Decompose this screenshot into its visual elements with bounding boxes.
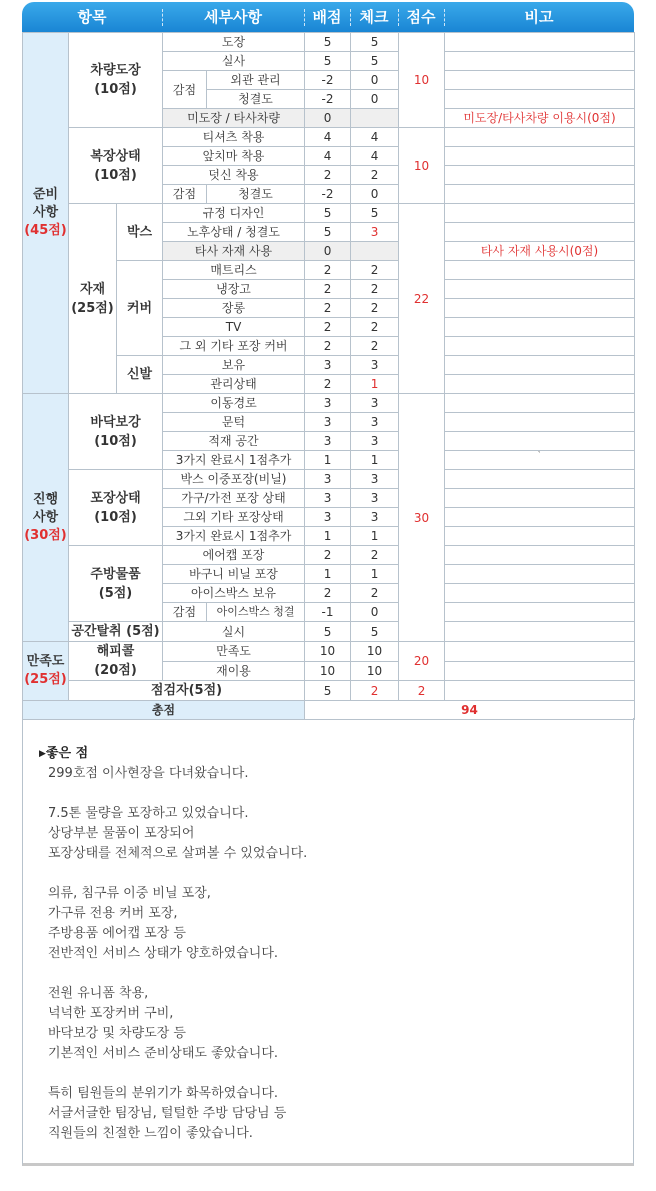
- score-cell: 2: [399, 681, 445, 701]
- table-row: [23, 470, 635, 489]
- group-cover: 커버: [117, 261, 163, 356]
- detail-cell: 타사 자재 사용: [163, 242, 305, 261]
- detail-cell: 관리상태: [163, 375, 305, 394]
- detail-cell: 외관 관리: [207, 71, 305, 90]
- detail-cell: 3가지 완료시 1점추가: [163, 527, 305, 546]
- check-cell: [351, 109, 399, 128]
- subcategory-inspector: 점검자(5점): [69, 681, 305, 701]
- total-value: 94: [305, 701, 635, 720]
- allot-cell: 5: [305, 622, 351, 642]
- review-gap: [48, 784, 307, 804]
- evaluation-table: [22, 32, 635, 720]
- table-row: [23, 394, 635, 413]
- deduct-label: 감점: [163, 603, 207, 622]
- detail-cell: 적재 공간: [163, 432, 305, 451]
- allot-cell: -2: [305, 71, 351, 90]
- note-cell: [445, 280, 635, 299]
- note-cell: 미도장/타사차량 이용시(0점): [445, 109, 635, 128]
- allot-cell: -2: [305, 90, 351, 109]
- detail-cell: 청결도: [207, 185, 305, 204]
- note-cell: [445, 546, 635, 565]
- check-cell: 2: [351, 280, 399, 299]
- detail-cell: 바구니 비닐 포장: [163, 565, 305, 584]
- category-prep: 준비 사항 (45점): [23, 33, 69, 394]
- note-cell: [445, 508, 635, 527]
- check-cell: 3: [351, 489, 399, 508]
- score-cell: 22: [399, 204, 445, 394]
- note-cell: [445, 527, 635, 546]
- score-cell: 20: [399, 642, 445, 681]
- subcategory-kitchen: 주방물품 (5점): [69, 546, 163, 622]
- note-cell: [445, 299, 635, 318]
- detail-cell: 그 외 기타 포장 커버: [163, 337, 305, 356]
- check-cell: 2: [351, 261, 399, 280]
- allot-cell: 3: [305, 432, 351, 451]
- check-cell: 1: [351, 527, 399, 546]
- check-cell: 0: [351, 71, 399, 90]
- score-cell: 10: [399, 33, 445, 128]
- note-cell: [445, 489, 635, 508]
- note-cell: [445, 52, 635, 71]
- detail-cell: TV: [163, 318, 305, 337]
- header-detail: 세부사항: [204, 8, 262, 26]
- subcategory-vehicle: 차량도장 (10점): [69, 33, 163, 128]
- review-line: 의류, 침구류 이중 비닐 포장,: [48, 886, 211, 901]
- detail-cell: 노후상태 / 청결도: [163, 223, 305, 242]
- review-line: 포장상태를 전체적으로 살펴볼 수 있었습니다.: [48, 846, 308, 861]
- detail-cell: 보유: [163, 356, 305, 375]
- detail-cell: 매트리스: [163, 261, 305, 280]
- review-line: 바닥보강 및 차량도장 등: [48, 1026, 186, 1041]
- note-cell: [445, 413, 635, 432]
- detail-cell: 아이스박스 청결: [207, 603, 305, 622]
- check-cell: 5: [351, 33, 399, 52]
- note-cell: [445, 661, 635, 681]
- review-line: 7.5톤 물량을 포장하고 있었습니다.: [48, 806, 249, 821]
- allot-cell: 0: [305, 109, 351, 128]
- table-row: [23, 204, 635, 223]
- allot-cell: 1: [305, 565, 351, 584]
- note-cell: `: [445, 451, 635, 470]
- detail-cell: 규정 디자인: [163, 204, 305, 223]
- note-cell: [445, 185, 635, 204]
- check-cell: 1: [351, 451, 399, 470]
- subcategory-space: 공간탈취 (5점): [69, 622, 163, 642]
- check-cell: 2: [351, 318, 399, 337]
- check-cell: 0: [351, 185, 399, 204]
- check-cell: 10: [351, 642, 399, 662]
- allot-cell: 4: [305, 147, 351, 166]
- detail-cell: 재이용: [163, 661, 305, 681]
- allot-cell: 4: [305, 128, 351, 147]
- detail-cell: 가구/가전 포장 상태: [163, 489, 305, 508]
- allot-cell: 2: [305, 261, 351, 280]
- note-cell: [445, 642, 635, 662]
- review-gap: [48, 964, 307, 984]
- score-cell: 10: [399, 128, 445, 204]
- allot-cell: 2: [305, 280, 351, 299]
- check-cell: 2: [351, 337, 399, 356]
- note-cell: [445, 356, 635, 375]
- note-cell: [445, 166, 635, 185]
- check-cell: 3: [351, 432, 399, 451]
- check-cell: 2: [351, 584, 399, 603]
- allot-cell: 2: [305, 318, 351, 337]
- table-row: [23, 546, 635, 565]
- note-cell: [445, 261, 635, 280]
- check-cell: 3: [351, 470, 399, 489]
- detail-cell: 에어캡 포장: [163, 546, 305, 565]
- allot-cell: 0: [305, 242, 351, 261]
- check-cell: 3: [351, 413, 399, 432]
- review-line: 기본적인 서비스 준비상태도 좋았습니다.: [48, 1046, 279, 1061]
- review-line: 특히 팀원들의 분위기가 화목하였습니다.: [48, 1086, 279, 1101]
- allot-cell: 3: [305, 356, 351, 375]
- detail-cell: 앞치마 착용: [163, 147, 305, 166]
- allot-cell: 2: [305, 337, 351, 356]
- header-check: 체크: [359, 8, 389, 26]
- review-line: 서글서글한 팀장님, 털털한 주방 담당님 등: [48, 1106, 287, 1121]
- header-score: 점수: [406, 8, 436, 26]
- note-cell: [445, 337, 635, 356]
- table-row: [23, 681, 635, 701]
- allot-cell: 3: [305, 508, 351, 527]
- check-cell: 3: [351, 223, 399, 242]
- check-cell: 2: [351, 681, 399, 701]
- review-line: 전원 유니폼 착용,: [48, 986, 149, 1001]
- note-cell: 타사 자재 사용시(0점): [445, 242, 635, 261]
- allot-cell: 5: [305, 33, 351, 52]
- review-body: [48, 764, 307, 1144]
- detail-cell: 만족도: [163, 642, 305, 662]
- detail-cell: 이동경로: [163, 394, 305, 413]
- allot-cell: 2: [305, 546, 351, 565]
- header-allot: 배점: [312, 8, 342, 26]
- allot-cell: 5: [305, 681, 351, 701]
- allot-cell: 2: [305, 375, 351, 394]
- detail-cell: 냉장고: [163, 280, 305, 299]
- detail-cell: 도장: [163, 33, 305, 52]
- header-note: 비고: [524, 8, 554, 26]
- subcategory-floor: 바닥보강 (10점): [69, 394, 163, 470]
- check-cell: 1: [351, 375, 399, 394]
- note-cell: [445, 622, 635, 642]
- allot-cell: 3: [305, 413, 351, 432]
- total-label: 총점: [23, 701, 305, 720]
- allot-cell: 1: [305, 527, 351, 546]
- check-cell: 0: [351, 603, 399, 622]
- table-row: [23, 642, 635, 662]
- allot-cell: 2: [305, 166, 351, 185]
- check-cell: 10: [351, 661, 399, 681]
- detail-cell: 미도장 / 타사차량: [163, 109, 305, 128]
- allot-cell: -1: [305, 603, 351, 622]
- review-title: ▶좋은 점: [39, 746, 89, 761]
- review-section: [22, 718, 634, 1166]
- check-cell: 4: [351, 128, 399, 147]
- subcategory-happycall: 해피콜 (20점): [69, 642, 163, 681]
- detail-cell: 실시: [163, 622, 305, 642]
- allot-cell: -2: [305, 185, 351, 204]
- detail-cell: 아이스박스 보유: [163, 584, 305, 603]
- review-line: 주방용품 에어캡 포장 등: [48, 926, 186, 941]
- table-row: [23, 622, 635, 642]
- table-row: [23, 128, 635, 147]
- check-cell: 3: [351, 356, 399, 375]
- note-cell: [445, 394, 635, 413]
- check-cell: [351, 242, 399, 261]
- allot-cell: 1: [305, 451, 351, 470]
- note-cell: [445, 204, 635, 223]
- review-line: 직원들의 친절한 느낌이 좋았습니다.: [48, 1126, 253, 1141]
- note-cell: [445, 470, 635, 489]
- check-cell: 5: [351, 622, 399, 642]
- note-cell: [445, 584, 635, 603]
- note-cell: [445, 565, 635, 584]
- note-cell: [445, 71, 635, 90]
- allot-cell: 3: [305, 489, 351, 508]
- subcategory-packing: 포장상태 (10점): [69, 470, 163, 546]
- note-cell: [445, 375, 635, 394]
- review-line: 전반적인 서비스 상태가 양호하였습니다.: [48, 946, 279, 961]
- category-satisfaction: 만족도 (25점): [23, 642, 69, 701]
- check-cell: 2: [351, 546, 399, 565]
- check-cell: 3: [351, 508, 399, 527]
- check-cell: 3: [351, 394, 399, 413]
- deduct-label: 감점: [163, 71, 207, 109]
- detail-cell: 장롱: [163, 299, 305, 318]
- allot-cell: 5: [305, 204, 351, 223]
- allot-cell: 5: [305, 52, 351, 71]
- subcategory-materials: 자재 (25점): [69, 204, 117, 394]
- note-cell: [445, 223, 635, 242]
- review-line: 넉넉한 포장커버 구비,: [48, 1006, 174, 1021]
- check-cell: 1: [351, 565, 399, 584]
- check-cell: 2: [351, 166, 399, 185]
- note-cell: [445, 432, 635, 451]
- deduct-label: 감점: [163, 185, 207, 204]
- check-cell: 4: [351, 147, 399, 166]
- table-header: [22, 2, 634, 32]
- check-cell: 5: [351, 204, 399, 223]
- detail-cell: 그외 기타 포장상태: [163, 508, 305, 527]
- allot-cell: 5: [305, 223, 351, 242]
- allot-cell: 2: [305, 584, 351, 603]
- score-cell: 30: [399, 394, 445, 642]
- review-line: 299호점 이사현장을 다녀왔습니다.: [48, 766, 249, 781]
- allot-cell: 3: [305, 470, 351, 489]
- check-cell: 2: [351, 299, 399, 318]
- detail-cell: 3가지 완료시 1점추가: [163, 451, 305, 470]
- note-cell: [445, 90, 635, 109]
- detail-cell: 실사: [163, 52, 305, 71]
- detail-cell: 박스 이중포장(비닐): [163, 470, 305, 489]
- check-cell: 0: [351, 90, 399, 109]
- note-cell: [445, 681, 635, 701]
- total-row: [23, 701, 635, 720]
- check-cell: 5: [351, 52, 399, 71]
- detail-cell: 청결도: [207, 90, 305, 109]
- note-cell: [445, 147, 635, 166]
- header-item: 항목: [77, 8, 107, 26]
- allot-cell: 3: [305, 394, 351, 413]
- review-gap: [48, 1064, 307, 1084]
- triangle-bullet-icon: ▶: [39, 749, 46, 759]
- table-row: [23, 33, 635, 52]
- allot-cell: 2: [305, 299, 351, 318]
- review-line: 가구류 전용 커버 포장,: [48, 906, 178, 921]
- allot-cell: 10: [305, 661, 351, 681]
- note-cell: [445, 603, 635, 622]
- subcategory-dress: 복장상태 (10점): [69, 128, 163, 204]
- detail-cell: 문턱: [163, 413, 305, 432]
- group-box: 박스: [117, 204, 163, 261]
- detail-cell: 덧신 착용: [163, 166, 305, 185]
- group-shoes: 신발: [117, 356, 163, 394]
- review-line: 상당부분 물품이 포장되어: [48, 826, 195, 841]
- note-cell: [445, 318, 635, 337]
- note-cell: [445, 128, 635, 147]
- allot-cell: 10: [305, 642, 351, 662]
- review-gap: [48, 864, 307, 884]
- detail-cell: 티셔츠 착용: [163, 128, 305, 147]
- note-cell: [445, 33, 635, 52]
- category-progress: 진행 사항 (30점): [23, 394, 69, 642]
